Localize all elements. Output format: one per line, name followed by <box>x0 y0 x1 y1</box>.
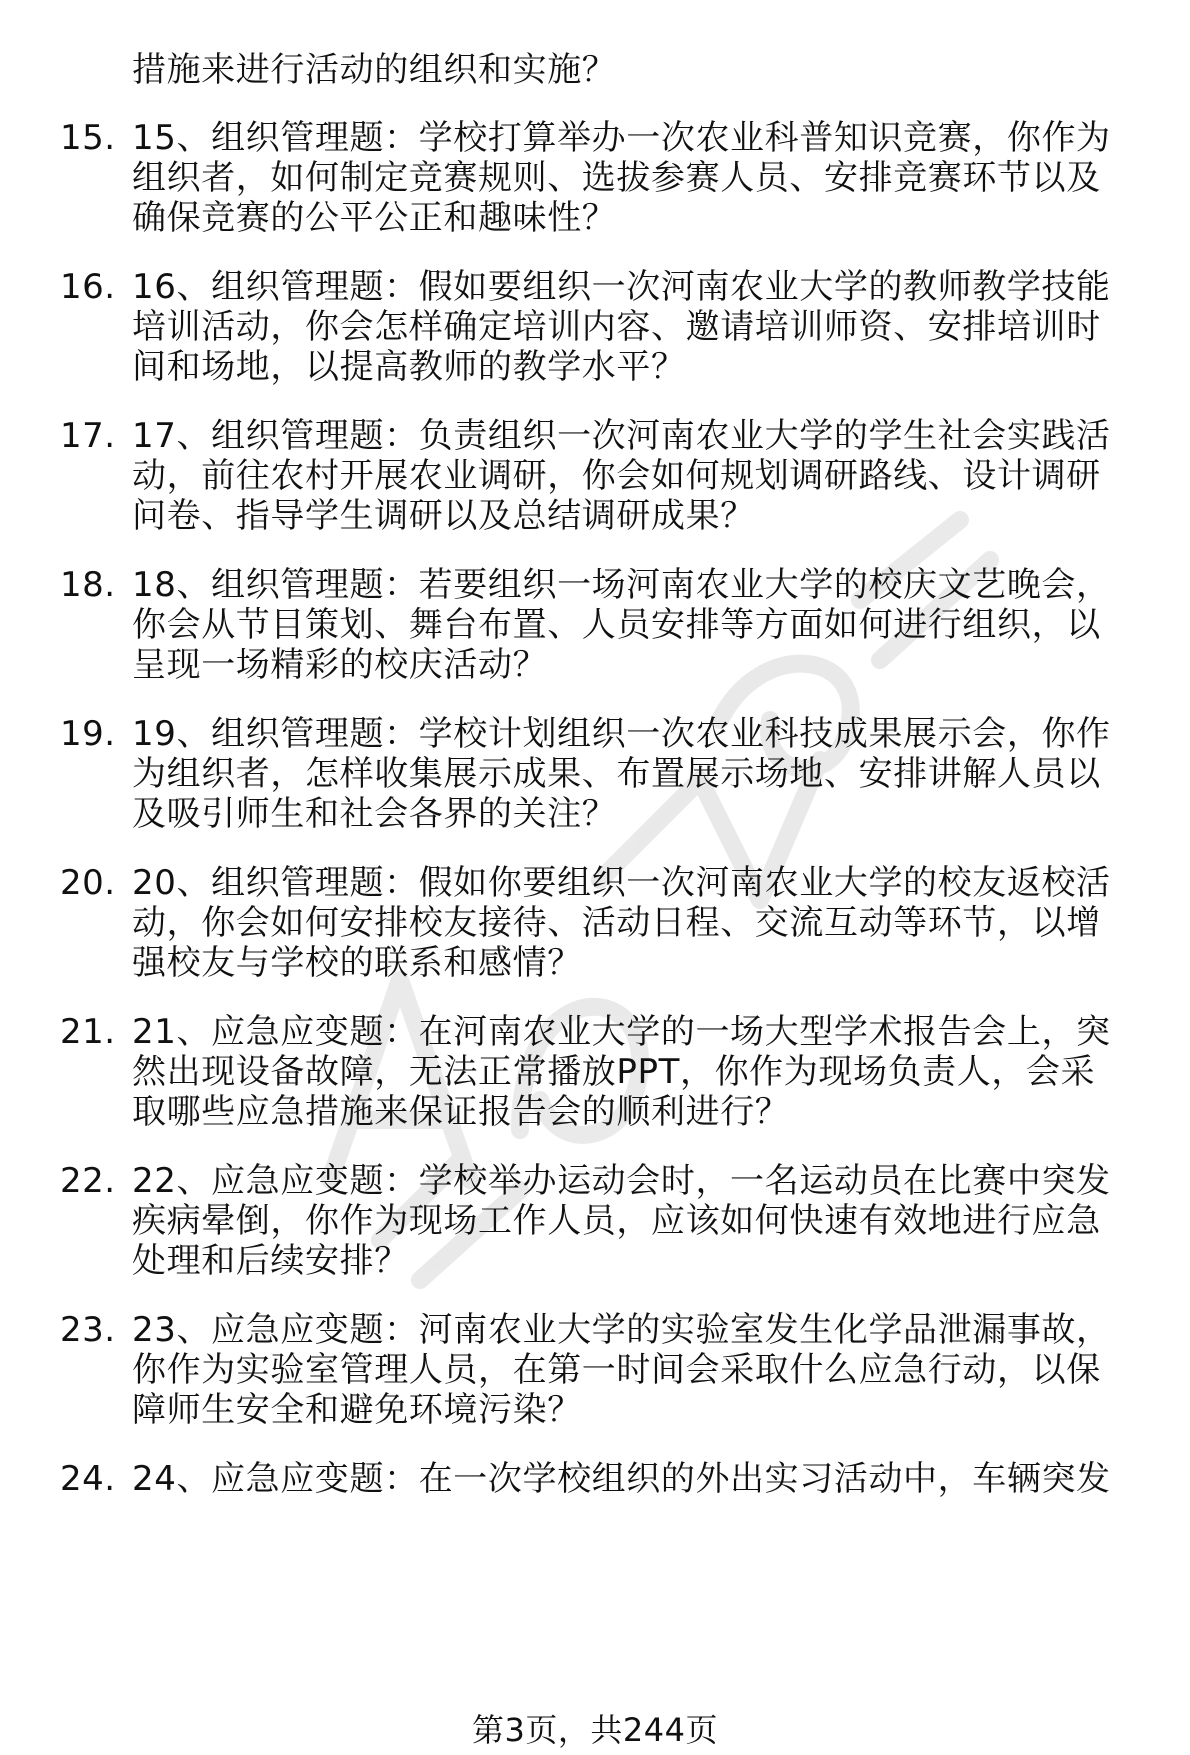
item-number: 23. <box>60 1310 116 1350</box>
item-text-line: 16、组织管理题：假如要组织一次河南农业大学的教师教学技能 <box>132 267 1111 307</box>
item-text-line: 强校友与学校的联系和感情？ <box>132 943 582 983</box>
item-text-line: 19、组织管理题：学校计划组织一次农业科技成果展示会，你作 <box>132 714 1111 754</box>
item-text-line: 障师生安全和避免环境污染？ <box>132 1390 582 1430</box>
continuation-text: 措施来进行活动的组织和实施？ <box>132 50 617 90</box>
item-text-line: 21、应急应变题：在河南农业大学的一场大型学术报告会上，突 <box>132 1012 1111 1052</box>
item-number: 22. <box>60 1161 116 1201</box>
item-number: 19. <box>60 714 116 754</box>
item-text-line: 疾病晕倒，你作为现场工作人员，应该如何快速有效地进行应急 <box>132 1201 1101 1241</box>
item-text-line: 为组织者，怎样收集展示成果、布置展示场地、安排讲解人员以 <box>132 754 1101 794</box>
item-number: 21. <box>60 1012 116 1052</box>
item-text-line: 18、组织管理题：若要组织一场河南农业大学的校庆文艺晚会， <box>132 565 1111 605</box>
item-text-line: 及吸引师生和社会各界的关注？ <box>132 794 617 834</box>
item-number: 24. <box>60 1459 116 1499</box>
item-text-line: 你作为实验室管理人员，在第一时间会采取什么应急行动，以保 <box>132 1350 1101 1390</box>
item-text-line: 17、组织管理题：负责组织一次河南农业大学的学生社会实践活 <box>132 416 1111 456</box>
item-number: 16. <box>60 267 116 307</box>
item-text-line: 培训活动，你会怎样确定培训内容、邀请培训师资、安排培训时 <box>132 307 1101 347</box>
item-text-line: 23、应急应变题：河南农业大学的实验室发生化学品泄漏事故， <box>132 1310 1111 1350</box>
item-text-line: 你会从节目策划、舞台布置、人员安排等方面如何进行组织，以 <box>132 605 1101 645</box>
item-text-line: 20、组织管理题：假如你要组织一次河南农业大学的校友返校活 <box>132 863 1111 903</box>
item-number: 15. <box>60 118 116 158</box>
item-text-line: 呈现一场精彩的校庆活动？ <box>132 645 548 685</box>
item-text-line: 24、应急应变题：在一次学校组织的外出实习活动中，车辆突发 <box>132 1459 1111 1499</box>
item-text-line: 间和场地，以提高教师的教学水平？ <box>132 347 686 387</box>
item-text-line: 问卷、指导学生调研以及总结调研成果？ <box>132 496 755 536</box>
item-text-line: 动，你会如何安排校友接待、活动日程、交流互动等环节，以增 <box>132 903 1101 943</box>
item-text-line: 取哪些应急措施来保证报告会的顺利进行？ <box>132 1092 790 1132</box>
item-text-line: 确保竞赛的公平公正和趣味性？ <box>132 198 617 238</box>
item-text-line: 15、组织管理题：学校打算举办一次农业科普知识竞赛，你作为 <box>132 118 1111 158</box>
item-text-line: 组织者，如何制定竞赛规则、选拔参赛人员、安排竞赛环节以及 <box>132 158 1101 198</box>
item-text-line: 动，前往农村开展农业调研，你会如何规划调研路线、设计调研 <box>132 456 1101 496</box>
item-text-line: 然出现设备故障，无法正常播放PPT，你作为现场负责人，会采 <box>132 1052 1096 1092</box>
item-text-line: 处理和后续安排？ <box>132 1241 409 1281</box>
item-text-line: 22、应急应变题：学校举办运动会时，一名运动员在比赛中突发 <box>132 1161 1111 1201</box>
page-footer: 第3页，共244页 <box>472 1711 718 1749</box>
item-number: 17. <box>60 416 116 456</box>
item-number: 20. <box>60 863 116 903</box>
item-number: 18. <box>60 565 116 605</box>
